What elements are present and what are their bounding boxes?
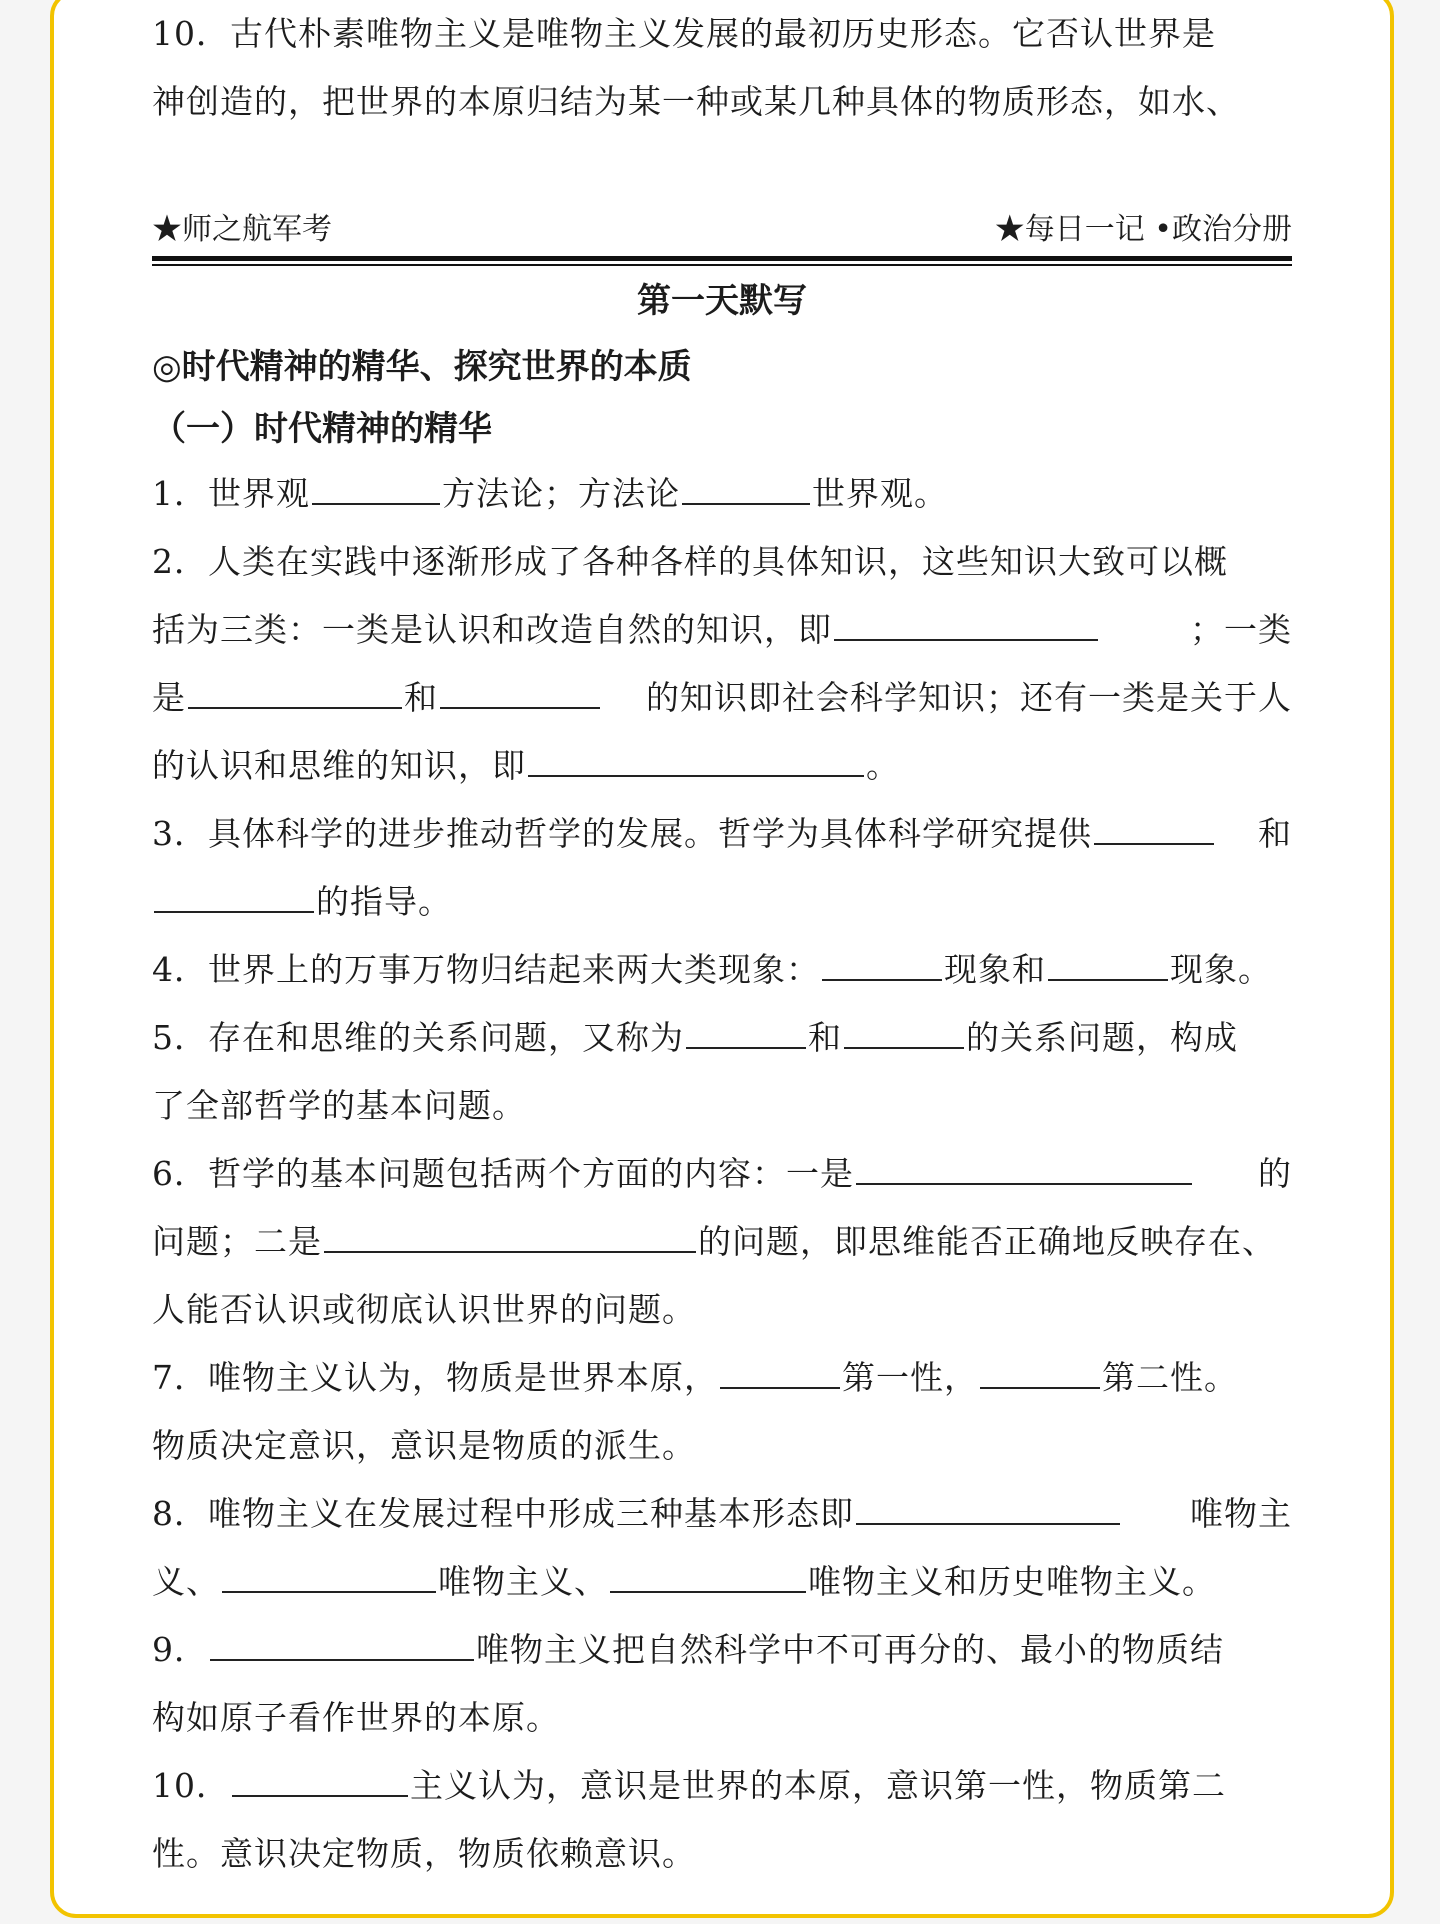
q5-blank-1[interactable] (686, 1017, 806, 1049)
q8-blank-1[interactable] (856, 1493, 1120, 1525)
question-2-line-4 (152, 732, 1292, 800)
q4-text-b: 现象和 (944, 950, 1046, 989)
q3-blank-2[interactable] (154, 881, 314, 913)
q8-text-e: 唯物主义和历史唯物主义。 (808, 1562, 1216, 1601)
q2-blank-2[interactable] (188, 677, 402, 709)
q9-blank-1[interactable] (210, 1629, 474, 1661)
q2-text-b: ；一类 (1190, 610, 1292, 649)
q4-text-c: 现象。 (1170, 950, 1272, 989)
q2-text-a: 括为三类：一类是认识和改造自然的知识，即 (152, 610, 832, 649)
question-1 (152, 460, 1292, 528)
q2-text-e: 的知识即社会科学知识；还有一类是关于人 (646, 678, 1292, 717)
question-7-line-1 (152, 1344, 1292, 1412)
q7-blank-2[interactable] (980, 1357, 1100, 1389)
q5-text-a: 5．存在和思维的关系问题，又称为 (152, 1018, 684, 1057)
q1-text-a: 1．世界观 (152, 474, 310, 513)
q2-blank-3[interactable] (440, 677, 600, 709)
excerpt-line-2: 神创造的，把世界的本原归结为某一种或某几种具体的物质形态，如水、 (152, 82, 1240, 121)
q7-text-c: 第二性。 (1102, 1358, 1238, 1397)
q5-text-b: 和 (808, 1018, 842, 1057)
q7-text-a: 7．唯物主义认为，物质是世界本原， (152, 1358, 718, 1397)
q5-blank-2[interactable] (844, 1017, 964, 1049)
q3-blank-1[interactable] (1094, 813, 1214, 845)
header-left-title: ★师之航军考 (152, 212, 332, 247)
q5-text-c: 的关系问题，构成 (966, 1018, 1238, 1057)
q2-text-d: 和 (404, 678, 438, 717)
question-9-line-1 (152, 1616, 1292, 1684)
q1-text-c: 世界观。 (812, 474, 948, 513)
q4-text-a: 4．世界上的万事万物归结起来两大类现象： (152, 950, 820, 989)
q1-blank-2[interactable] (682, 473, 810, 505)
q2-text-c: 是 (152, 678, 186, 717)
q6-blank-2[interactable] (324, 1221, 696, 1253)
question-6-line-3: 人能否认识或彻底认识世界的问题。 (152, 1290, 696, 1329)
page-title: 第一天默写 (637, 281, 807, 321)
running-header (152, 208, 1292, 256)
question-10-line-2: 性。意识决定物质，物质依赖意识。 (152, 1834, 696, 1873)
q3-text-a: 3．具体科学的进步推动哲学的发展。哲学为具体科学研究提供 (152, 814, 1092, 853)
question-8-line-2 (152, 1548, 1292, 1616)
question-2-line-2 (152, 596, 1292, 664)
question-6-line-2 (152, 1208, 1292, 1276)
question-10-line-1 (152, 1752, 1292, 1820)
question-3-line-1 (152, 800, 1292, 868)
q3-text-b: 和 (1258, 814, 1292, 853)
q10-text-a: 10． (152, 1766, 230, 1805)
worksheet-body (152, 266, 1292, 1888)
q6-text-b: 的 (1258, 1154, 1292, 1193)
q7-text-b: 第一性， (842, 1358, 978, 1397)
q10-blank-1[interactable] (232, 1765, 408, 1797)
q1-blank-1[interactable] (312, 473, 440, 505)
q4-blank-2[interactable] (1048, 949, 1168, 981)
question-5-line-2: 了全部哲学的基本问题。 (152, 1086, 526, 1125)
question-9-line-2: 构如原子看作世界的本原。 (152, 1698, 560, 1737)
q2-text-g: 。 (866, 746, 900, 785)
question-4 (152, 936, 1292, 1004)
q8-text-d: 唯物主义、 (438, 1562, 608, 1601)
q2-text-f: 的认识和思维的知识，即 (152, 746, 526, 785)
q2-blank-1[interactable] (834, 609, 1098, 641)
q8-text-c: 义、 (152, 1562, 220, 1601)
q8-blank-2[interactable] (222, 1561, 436, 1593)
q2-blank-4[interactable] (528, 745, 864, 777)
question-2-line-3 (152, 664, 1292, 732)
q6-blank-1[interactable] (856, 1153, 1192, 1185)
q8-text-b: 唯物主 (1190, 1494, 1292, 1533)
question-6-line-1 (152, 1140, 1292, 1208)
previous-page-excerpt (152, 0, 1292, 136)
question-7-line-2: 物质决定意识，意识是物质的派生。 (152, 1426, 696, 1465)
q8-text-a: 8．唯物主义在发展过程中形成三种基本形态即 (152, 1494, 854, 1533)
q7-blank-1[interactable] (720, 1357, 840, 1389)
question-3-line-2 (152, 868, 1292, 936)
header-right-title: ★每日一记 •政治分册 (994, 212, 1292, 247)
section-heading: ◎时代精神的精华、探究世界的本质 (152, 347, 692, 387)
excerpt-line-1: 10．古代朴素唯物主义是唯物主义发展的最初历史形态。它否认世界是 (152, 14, 1216, 53)
question-2-line-1: 2．人类在实践中逐渐形成了各种各样的具体知识，这些知识大致可以概 (152, 542, 1228, 581)
q8-blank-3[interactable] (610, 1561, 806, 1593)
q3-text-c: 的指导。 (316, 882, 452, 921)
q6-text-a: 6．哲学的基本问题包括两个方面的内容：一是 (152, 1154, 854, 1193)
q10-text-b: 主义认为，意识是世界的本原，意识第一性，物质第二 (410, 1766, 1226, 1805)
q9-text-b: 唯物主义把自然科学中不可再分的、最小的物质结 (476, 1630, 1224, 1669)
question-8-line-1 (152, 1480, 1292, 1548)
header-rule-thick (152, 256, 1292, 261)
question-5-line-1 (152, 1004, 1292, 1072)
q4-blank-1[interactable] (822, 949, 942, 981)
q1-text-b: 方法论；方法论 (442, 474, 680, 513)
q6-text-c: 问题；二是 (152, 1222, 322, 1261)
q6-text-d: 的问题，即思维能否正确地反映存在、 (698, 1222, 1276, 1261)
q9-text-a: 9． (152, 1630, 208, 1669)
subsection-heading: （一）时代精神的精华 (152, 409, 492, 449)
